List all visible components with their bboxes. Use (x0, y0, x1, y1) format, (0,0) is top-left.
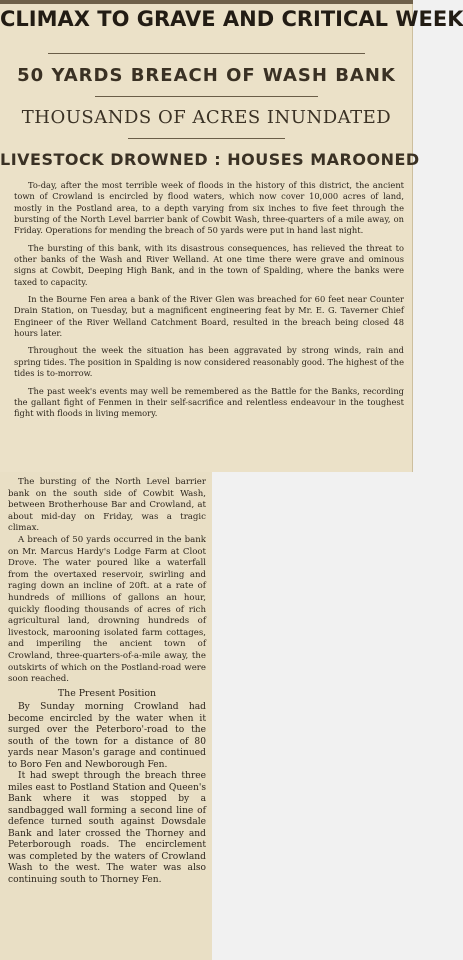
paragraph: In the Bourne Fen area a bank of the River Glen was breached for 60 feet near Counter Drain Station, on Tuesday, but a magnificent engineering feat by Mr. E. G. Taverner Chief Engineer of the River Welland Catchment Board, resulted in the breach being closed 48 hours later. (14, 294, 404, 339)
column-article (8, 477, 206, 886)
divider (95, 96, 318, 97)
paragraph: To-day, after the most terrible week of floods in the history of this district, the ancient town of Crowland is encircled by flood waters, which now cover 10,000 acres of land, mostly in the Postland area, to a depth varying from six inches to five feet through the bursting of the North Level barrier bank of Cowbit Wash, three-quarters of a mile away, on Friday. Operations for mending the breach of 50 yards were put in hand last night. (14, 180, 404, 236)
divider (48, 53, 365, 54)
top-rule (0, 0, 413, 4)
subheading: The Present Position (57, 687, 157, 699)
paragraph: A breach of 50 yards occurred in the bank on Mr. Marcus Hardy's Lodge Farm at Cloot Drove. The water poured like a waterfall from the overtaxed reservoir, swirling and raging down an incline of 20ft. at a rate of hundreds of millions of gallons an hour, quickly flooding thousands of acres of rich agricultural land, drowning hundreds of livestock, marooning isolated farm cottages, and imperiling the ancient town of Crowland, three-quarters-of-a-mile away, the outskirts of which on the Postland-road were soon reached. (8, 534, 206, 685)
paragraph: Throughout the week the situation has been aggravated by strong winds, rain and spring tides. The position in Spalding is now considered reasonably good. The highest of the tides is to-morrow. (14, 345, 404, 379)
clipping-top (0, 0, 463, 472)
headline-main: CLIMAX TO GRAVE AND CRITICAL WEEK (0, 7, 463, 31)
paragraph: It had swept through the breach three miles east to Postland Station and Queen's Bank where it was stopped by a sandbagged wall forming a second line of defence turned south against Dowsdale Bank and later crossed the Thorney and Peterborough roads. The encirclement was completed by the waters of Crowland Wash to the west. The water was also continuing south to Thorney Fen. (8, 771, 206, 885)
headline-breach: 50 YARDS BREACH OF WASH BANK (17, 65, 396, 86)
headline-inundated: THOUSANDS OF ACRES INUNDATED (21, 107, 392, 128)
paragraph: The bursting of the North Level barrier bank on the south side of Cowbit Wash, between Brotherhouse Bar and Crowland, at about mid-day on Friday, was a tragic climax. (8, 477, 206, 534)
paragraph: By Sunday morning Crowland had become encircled by the water when it surged over the Peterboro'-road to the south of the town for a distance of 80 yards near Mason's garage and continued to Boro Fen and Newborough Fen. (8, 702, 206, 770)
divider (128, 138, 285, 139)
headline-livestock: LIVESTOCK DROWNED : HOUSES MAROONED (0, 150, 420, 169)
lead-article (14, 180, 404, 426)
paragraph: The past week's events may well be remembered as the Battle for the Banks, recording the gallant fight of Fenmen in their self-sacrifice and relentless endeavour in the toughest fight with floods in living memory. (14, 385, 404, 419)
paragraph: The bursting of this bank, with its disastrous consequences, has relieved the threat to other banks of the Wash and River Welland. At one time there were grave and ominous signs at Cowbit, Deeping High Bank, and in the town of Spalding, where the banks were taxed to capacity. (14, 242, 404, 287)
